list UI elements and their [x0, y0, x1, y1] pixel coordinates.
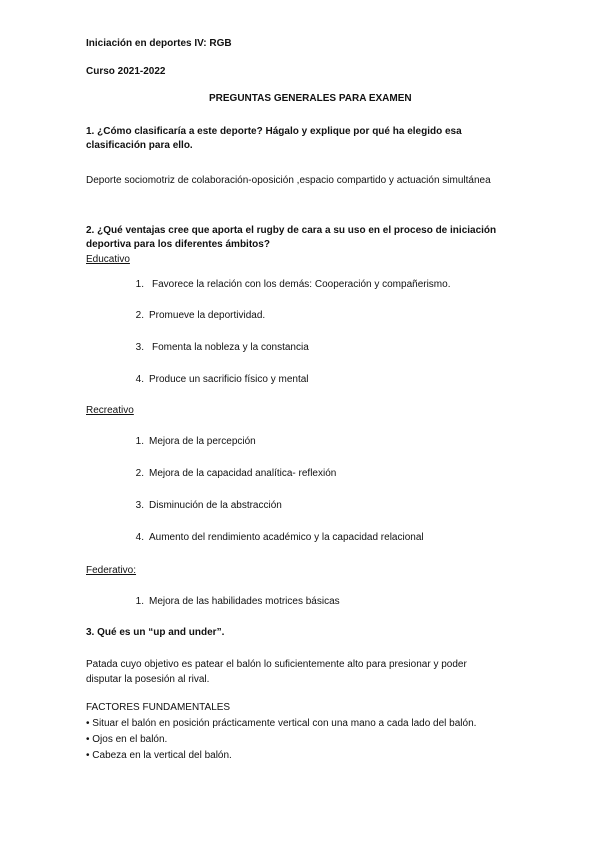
list-number: 4.: [135, 532, 144, 543]
list-text: Favorece la relación con los demás: Cooperación y compañerismo.: [152, 279, 451, 290]
factor-item: • Situar el balón en posición prácticamente vertical con una mano a cada lado del balón.: [86, 718, 477, 729]
list-item: [130, 310, 550, 324]
answer-1: Deporte sociomotriz de colaboración-oposición ,espacio compartido y actuación simultánea: [86, 175, 491, 186]
list-text: Disminución de la abstracción: [149, 500, 282, 511]
list-text: Mejora de las habilidades motrices básicas: [149, 596, 340, 607]
answer-3: Patada cuyo objetivo es patear el balón lo suficientemente alto para presionar y poder disputar la posesión al rival.: [86, 659, 467, 685]
document-title: Iniciación en deportes IV: RGB: [86, 38, 232, 49]
factor-item: • Ojos en el balón.: [86, 734, 168, 745]
list-item: [130, 342, 550, 356]
recreativo-heading: Recreativo: [86, 405, 134, 416]
list-text: Promueve la deportividad.: [149, 310, 266, 321]
list-item: [130, 500, 550, 514]
list-text: Produce un sacrificio físico y mental: [149, 374, 309, 385]
list-text: Fomenta la nobleza y la constancia: [152, 342, 309, 353]
list-item: [130, 436, 550, 450]
list-number: 1.: [135, 279, 144, 290]
list-item: [130, 532, 550, 546]
list-number: 2.: [135, 468, 144, 479]
question-3: 3. Qué es un “up and under”.: [86, 627, 225, 638]
list-number: 4.: [135, 374, 144, 385]
list-text: Mejora de la capacidad analítica- reflexión: [149, 468, 337, 479]
educativo-heading: Educativo: [86, 254, 130, 265]
course-year: Curso 2021-2022: [86, 66, 166, 77]
list-number: 1.: [135, 436, 144, 447]
list-text: Mejora de la percepción: [149, 436, 256, 447]
list-number: 3.: [135, 500, 144, 511]
list-number: 1.: [135, 596, 144, 607]
factor-item: • Cabeza en la vertical del balón.: [86, 750, 232, 761]
list-number: 3.: [135, 342, 144, 353]
factors-heading: FACTORES FUNDAMENTALES: [86, 702, 231, 713]
list-text: Aumento del rendimiento académico y la capacidad relacional: [149, 532, 424, 543]
list-item: [130, 468, 550, 482]
question-1: 1. ¿Cómo clasificaría a este deporte? Hágalo y explique por qué ha elegido esa clasificación para ello.: [86, 126, 462, 151]
list-number: 2.: [135, 310, 144, 321]
list-item: [130, 279, 550, 293]
list-item: [130, 374, 550, 388]
federativo-heading: Federativo:: [86, 565, 137, 576]
question-2: 2. ¿Qué ventajas cree que aporta el rugby de cara a su uso en el proceso de iniciación deportiva para los diferentes ámbitos?: [86, 225, 497, 250]
list-item: [130, 596, 550, 610]
section-title: PREGUNTAS GENERALES PARA EXAMEN: [209, 93, 412, 104]
